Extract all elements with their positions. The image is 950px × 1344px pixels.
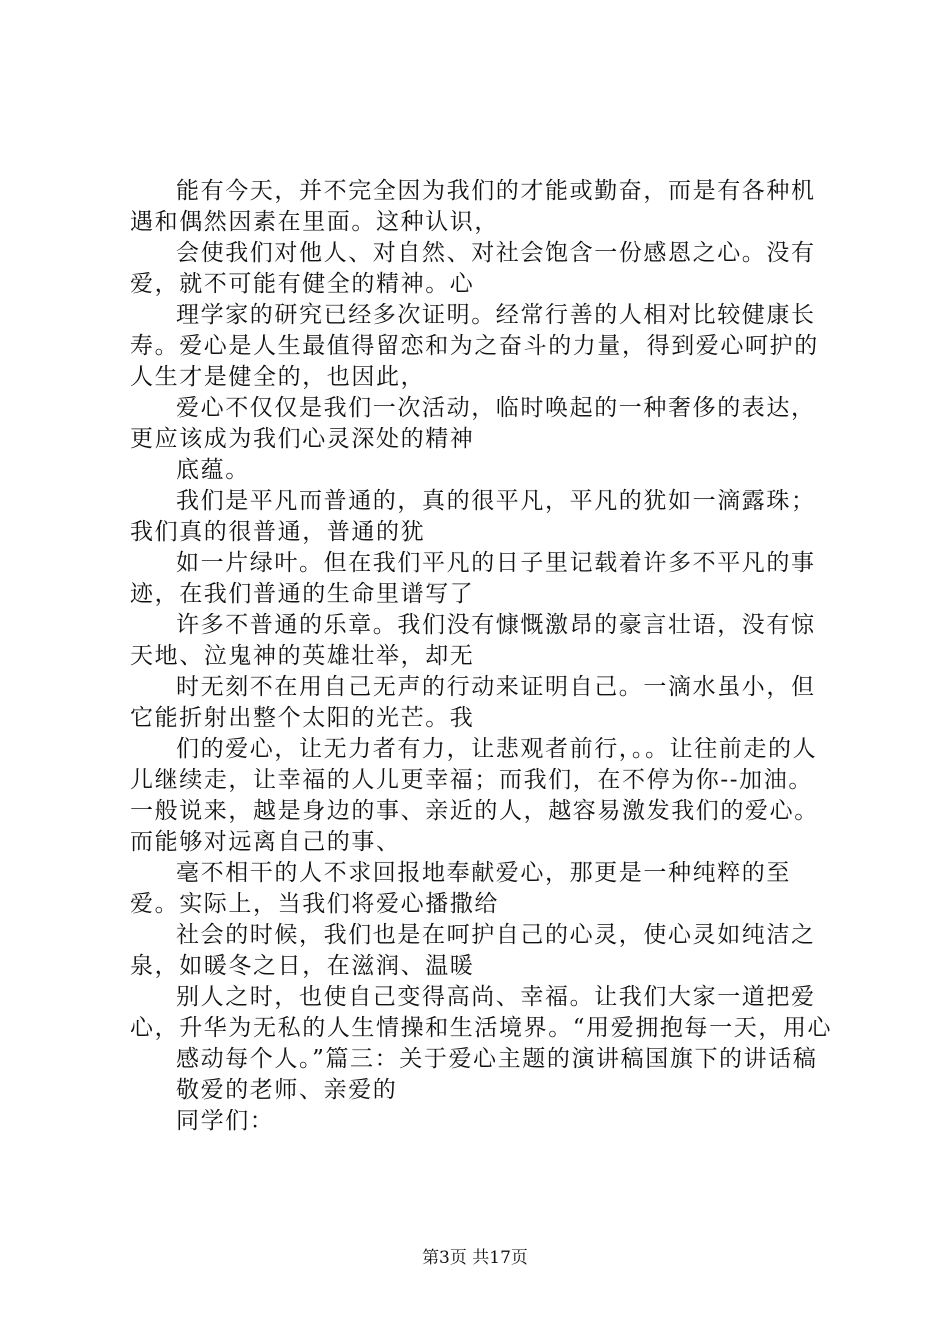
paragraph: 同学们： [176,1108,275,1134]
paragraph: 如一片绿叶。但在我们平凡的日子里记载着许多不平凡的事迹，在我们普通的生命里谱写了 [130,550,816,607]
paragraph: 爱心不仅仅是我们一次活动，临时唤起的一种奢侈的表达，更应该成为我们心灵深处的精神 [130,395,816,452]
paragraph: 敬爱的老师、亲爱的 [176,1077,398,1103]
paragraph: 别人之时，也使自己变得高尚、幸福。让我们大家一道把爱心，升华为无私的人生情操和生活境界。“用爱拥抱每一天，用心 [130,984,833,1041]
paragraph: 时无刻不在用自己无声的行动来证明自己。一滴水虽小，但它能折射出整个太阳的光芒。我 [130,674,816,731]
paragraph: 会使我们对他人、对自然、对社会饱含一份感恩之心。没有爱，就不可能有健全的精神。心 [130,240,816,297]
paragraph: 毫不相干的人不求回报地奉献爱心，那更是一种纯粹的至爱。实际上，当我们将爱心播撒给 [130,860,791,917]
paragraph: 们的爱心，让无力者有力，让悲观者前行，。。让往前走的人儿继续走，让幸福的人儿更幸福；而我们，在不停为你--加油。一般说来，越是身边的事、亲近的人，越容易激发我们的爱心。而能够对远离自己的事、 [130,736,819,855]
paragraph: 社会的时候，我们也是在呵护自己的心灵，使心灵如纯洁之泉，如暖冬之日，在滋润、温暖 [130,922,816,979]
document-body [130,176,835,1137]
paragraph: 我们是平凡而普通的，真的很平凡，平凡的犹如一滴露珠；我们真的很普通，普通的犹 [130,488,816,545]
paragraph: 许多不普通的乐章。我们没有慷慨激昂的豪言壮语，没有惊天地、泣鬼神的英雄壮举，却无 [130,612,816,669]
paragraph: 理学家的研究已经多次证明。经常行善的人相对比较健康长寿。爱心是人生最值得留恋和为之奋斗的力量，得到爱心呵护的人生才是健全的，也因此， [130,302,819,390]
paragraph: 感动每个人。”篇三：关于爱心主题的演讲稿国旗下的讲话稿 [176,1046,818,1072]
paragraph: 底蕴。 [176,457,250,483]
paragraph: 能有今天，并不完全因为我们的才能或勤奋，而是有各种机遇和偶然因素在里面。这种认识， [130,178,816,235]
page-footer: 第3页 共17页 [422,1248,528,1268]
